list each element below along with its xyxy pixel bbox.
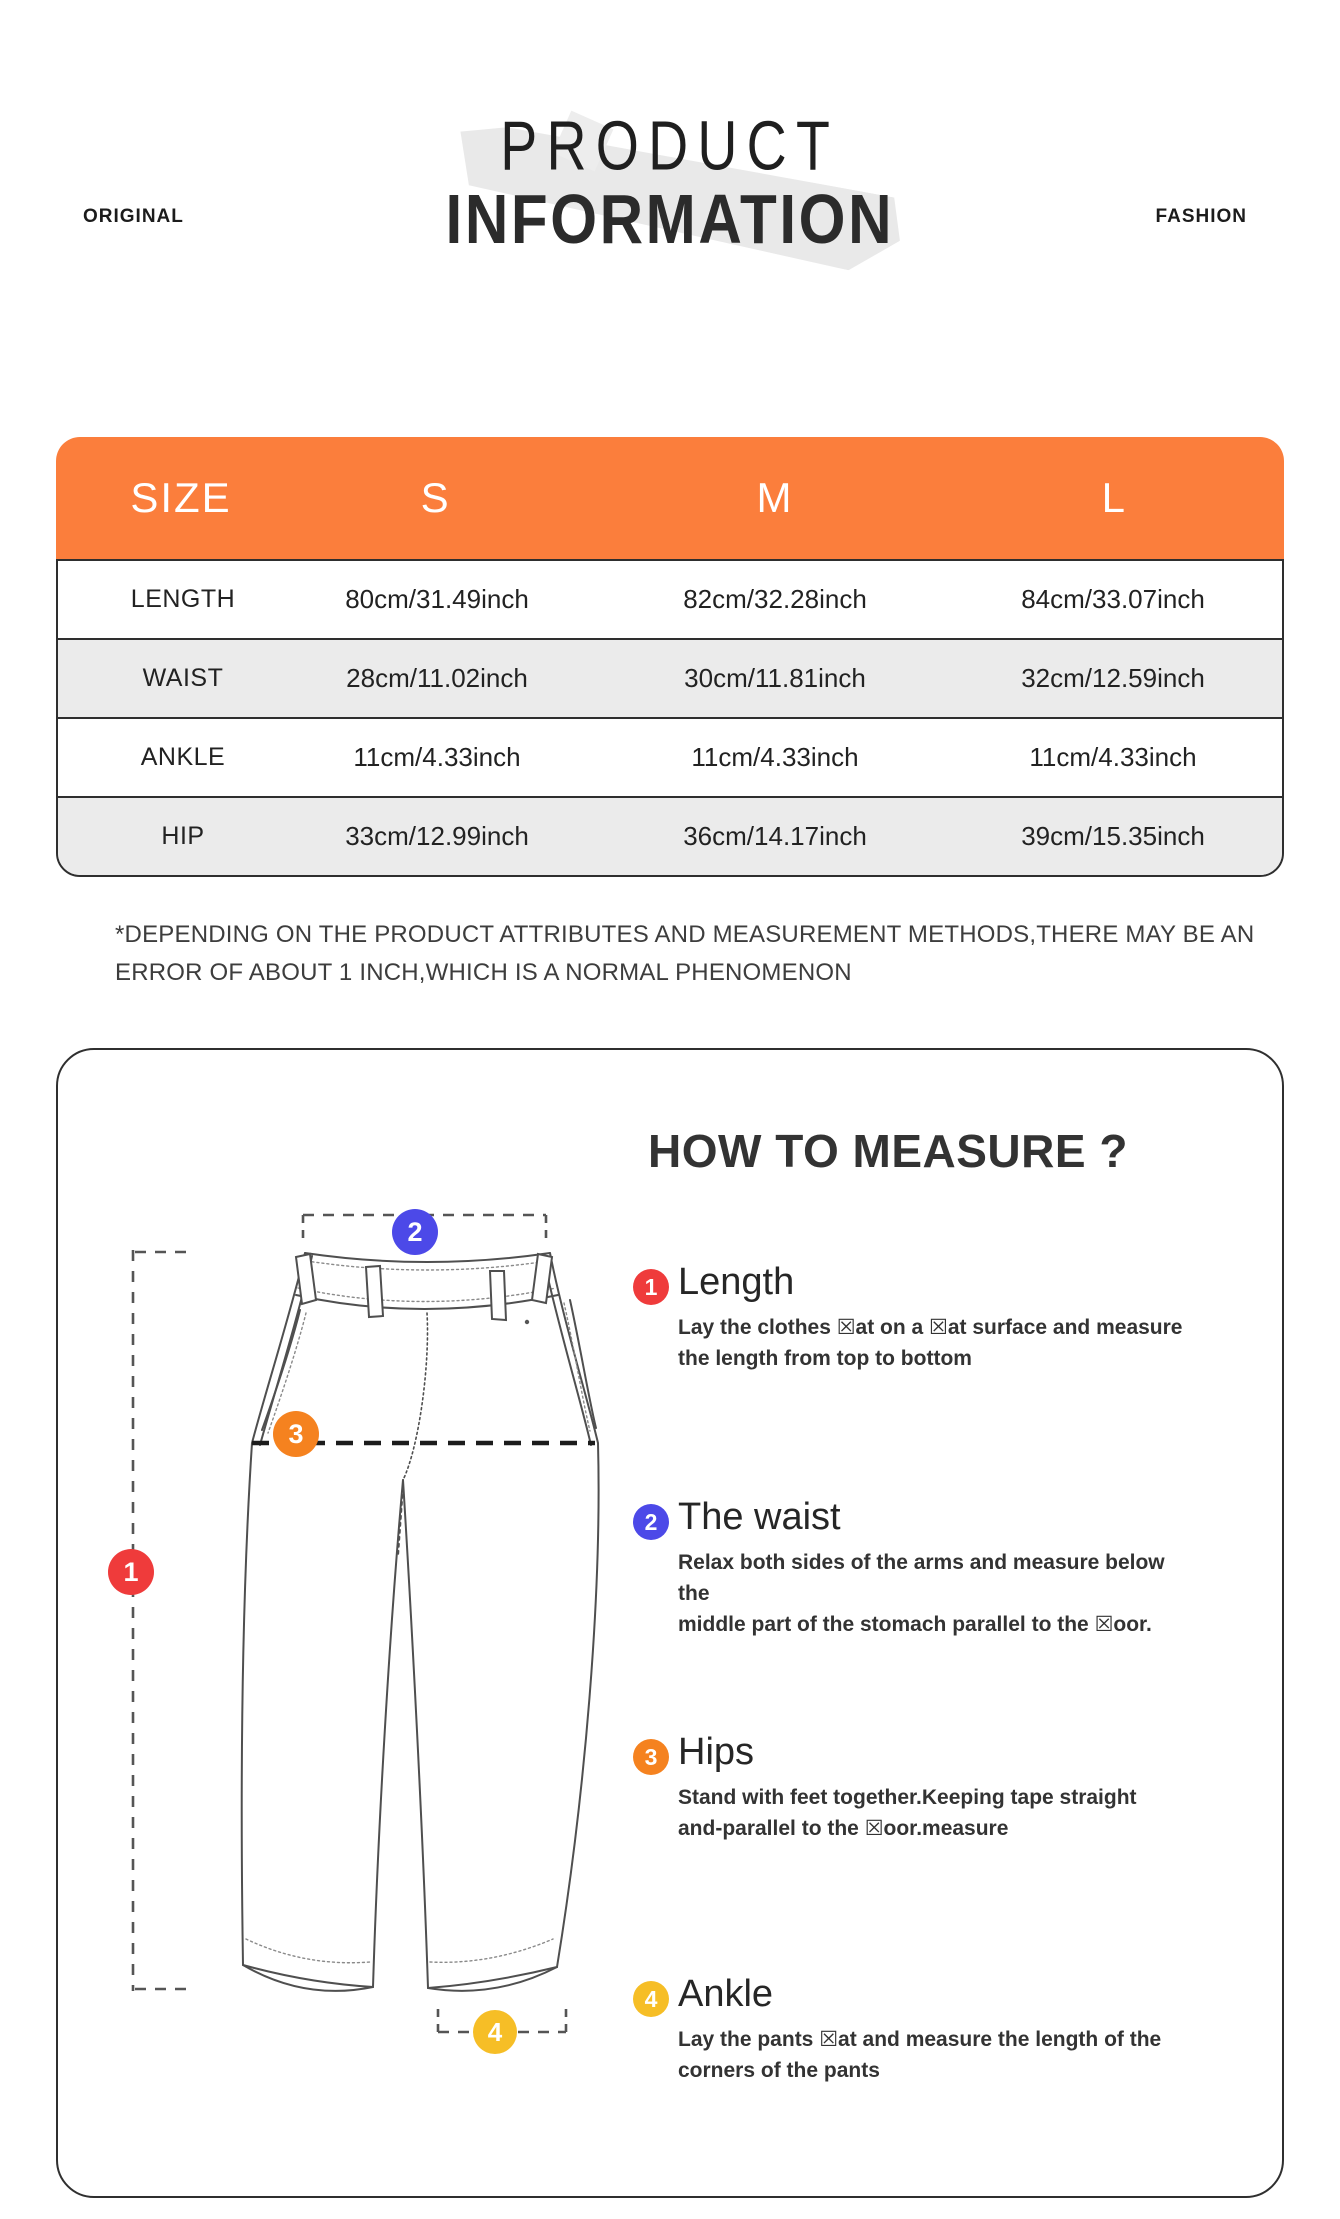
section-number-badge: 3: [633, 1739, 669, 1775]
section-heading: Length: [678, 1261, 795, 1303]
disclaimer-line2: ERROR OF ABOUT 1 INCH,WHICH IS A NORMAL PHENOMENON: [115, 959, 852, 986]
row-value-m: 82cm/32.28inch: [683, 584, 867, 614]
row-value-s: 80cm/31.49inch: [345, 584, 529, 614]
section-body-line1: Lay the clothes ☒at on a ☒at surface and measure: [678, 1316, 1183, 1339]
section-body-line2: and-parallel to the ☒oor.measure: [678, 1817, 1009, 1840]
section-body-line1: Lay the pants ☒at and measure the length of the: [678, 2028, 1162, 2051]
size-table-body: [56, 559, 1284, 877]
row-label: LENGTH: [130, 585, 236, 613]
row-value-l: 39cm/15.35inch: [1021, 821, 1205, 851]
section-number-badge: 4: [633, 1981, 669, 2017]
pants-diagram: [90, 1195, 630, 2075]
section-heading: The waist: [678, 1496, 841, 1538]
section-body-line1: Stand with feet together.Keeping tape straight: [678, 1786, 1137, 1809]
section-waist: [633, 1497, 1193, 1640]
size-table-header: [56, 437, 1284, 559]
section-body-line2: corners of the pants: [678, 2059, 880, 2082]
section-body: [678, 1782, 1193, 1844]
section-body-line2: the length from top to bottom: [678, 1347, 972, 1370]
section-body-line1: Relax both sides of the arms and measure below the: [678, 1551, 1165, 1605]
section-body-line2: middle part of the stomach parallel to the ☒oor.: [678, 1613, 1152, 1636]
disclaimer-line1: *DEPENDING ON THE PRODUCT ATTRIBUTES AND MEASUREMENT METHODS,THERE MAY BE AN: [115, 921, 1255, 948]
table-row-ankle: [58, 719, 1282, 798]
section-body: [678, 2024, 1193, 2086]
row-value-l: 11cm/4.33inch: [1029, 742, 1197, 772]
size-table: [56, 437, 1284, 877]
column-header-s: S: [420, 474, 451, 521]
diagram-badge-waist: 2: [392, 1209, 438, 1255]
section-number-badge: 2: [633, 1504, 669, 1540]
measurement-disclaimer: [115, 916, 1275, 992]
how-to-measure-title: HOW TO MEASURE ?: [648, 1125, 1128, 1177]
section-body: [678, 1312, 1193, 1374]
row-value-m: 30cm/11.81inch: [684, 663, 866, 693]
row-label: HIP: [161, 822, 205, 850]
page-title-line1: PRODUCT: [500, 105, 840, 185]
table-row-length: [58, 561, 1282, 640]
table-row-waist: [58, 640, 1282, 719]
row-value-m: 11cm/4.33inch: [691, 742, 859, 772]
row-value-m: 36cm/14.17inch: [683, 821, 867, 851]
section-hips: [633, 1732, 1193, 1844]
section-length: [633, 1262, 1193, 1374]
section-heading: Ankle: [678, 1973, 774, 2015]
row-value-s: 33cm/12.99inch: [345, 821, 529, 851]
section-number-badge: 1: [633, 1269, 669, 1305]
page-title: [0, 105, 1340, 258]
section-heading: Hips: [678, 1731, 755, 1773]
section-ankle: [633, 1974, 1193, 2086]
diagram-badge-ankle: 4: [473, 2010, 517, 2054]
row-value-l: 84cm/33.07inch: [1021, 584, 1205, 614]
diagram-badge-length: 1: [108, 1549, 154, 1595]
row-value-s: 11cm/4.33inch: [353, 742, 521, 772]
column-header-l: L: [1101, 474, 1127, 521]
page-title-line2: INFORMATION: [445, 180, 895, 258]
section-body: [678, 1547, 1193, 1640]
row-value-l: 32cm/12.59inch: [1021, 663, 1205, 693]
header-tag-fashion: FASHION: [1155, 206, 1247, 227]
column-header-size: SIZE: [130, 474, 232, 521]
column-header-m: M: [756, 474, 794, 521]
row-label: ANKLE: [140, 743, 226, 771]
row-value-s: 28cm/11.02inch: [346, 663, 528, 693]
row-label: WAIST: [142, 664, 224, 692]
header-tag-original: ORIGINAL: [83, 206, 184, 227]
diagram-badge-hips: 3: [273, 1411, 319, 1457]
table-row-hip: [58, 798, 1282, 875]
